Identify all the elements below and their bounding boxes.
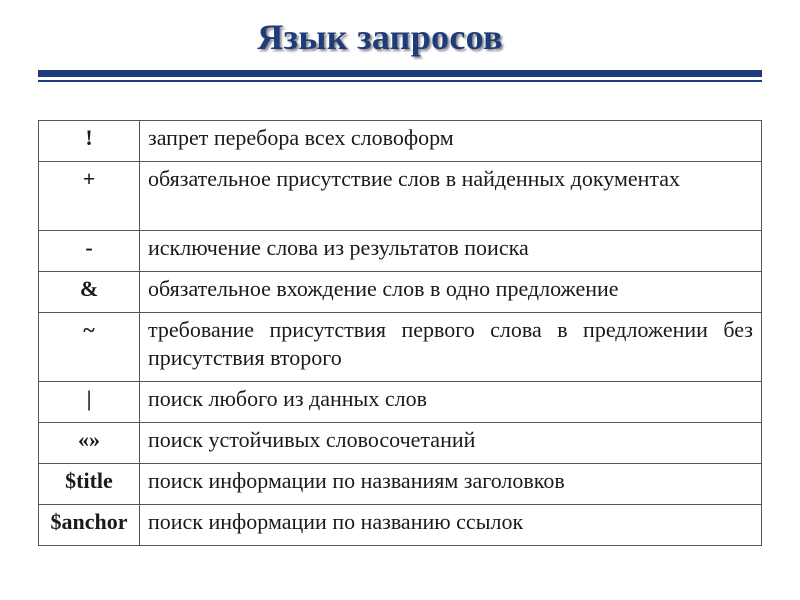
operator-symbol: $title: [39, 464, 140, 505]
operator-description: требование присутствия первого слова в предложении без присутствия второго: [140, 313, 762, 382]
operator-symbol: -: [39, 231, 140, 272]
operator-symbol: !: [39, 121, 140, 162]
operator-symbol: +: [39, 162, 140, 231]
table-row: [39, 423, 762, 464]
table-row: [39, 162, 762, 231]
operator-symbol: $anchor: [39, 505, 140, 546]
table-row: [39, 272, 762, 313]
table-row: [39, 313, 762, 382]
operator-description: исключение слова из результатов поиска: [140, 231, 762, 272]
table-row: [39, 505, 762, 546]
operator-symbol: &: [39, 272, 140, 313]
operator-symbol: «»: [39, 423, 140, 464]
table-row: [39, 231, 762, 272]
operators-table: [38, 120, 762, 546]
operator-description: поиск устойчивых словосочетаний: [140, 423, 762, 464]
table-row: [39, 121, 762, 162]
operator-symbol: ~: [39, 313, 140, 382]
operator-symbol: |: [39, 382, 140, 423]
operator-description: поиск информации по названиям заголовков: [140, 464, 762, 505]
page-title: Язык запросов: [257, 17, 503, 57]
title-rule-thin: [38, 80, 762, 82]
operator-description: обязательное вхождение слов в одно предложение: [140, 272, 762, 313]
operator-description: поиск любого из данных слов: [140, 382, 762, 423]
table-row: [39, 464, 762, 505]
table-row: [39, 382, 762, 423]
title-rule-thick: [38, 70, 762, 77]
operator-description: запрет перебора всех словоформ: [140, 121, 762, 162]
operator-description: обязательное присутствие слов в найденных документах: [140, 162, 762, 231]
operator-description: поиск информации по названию ссылок: [140, 505, 762, 546]
